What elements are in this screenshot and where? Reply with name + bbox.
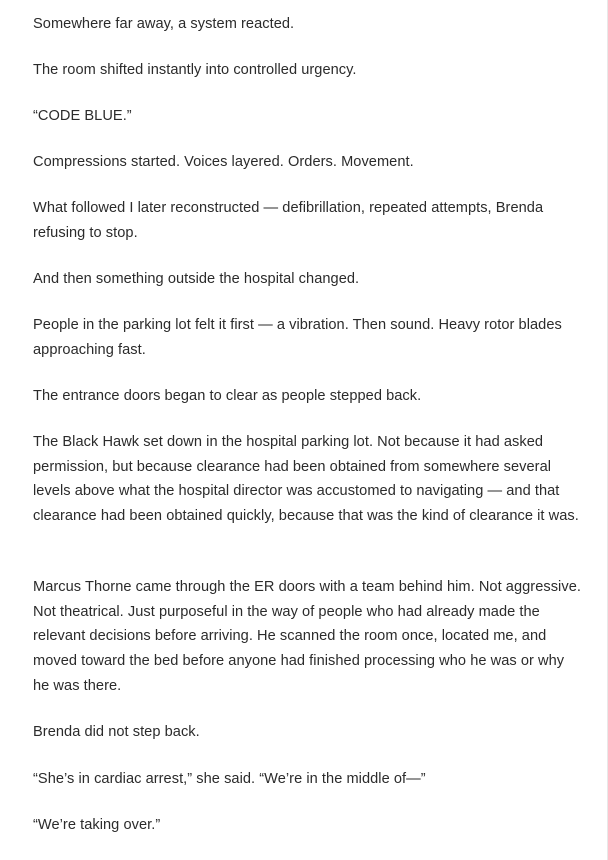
paragraph-5: What followed I later reconstructed — defibrillation, repeated attempts, Brenda refusing to stop. bbox=[33, 200, 544, 241]
paragraph-3: “CODE BLUE.” bbox=[33, 108, 132, 124]
paragraph-8: The entrance doors began to clear as people stepped back. bbox=[33, 388, 422, 404]
paragraph-7: People in the parking lot felt it first — a vibration. Then sound. Heavy rotor blades approaching fast. bbox=[33, 317, 562, 358]
paragraph-1: Somewhere far away, a system reacted. bbox=[33, 16, 295, 32]
paragraph-4: Compressions started. Voices layered. Orders. Movement. bbox=[33, 154, 414, 170]
paragraph-11: Brenda did not step back. bbox=[33, 724, 200, 740]
paragraph-10: Marcus Thorne came through the ER doors with a team behind him. Not aggressive. Not theatrical. Just purposeful in the way of people who had already made the relevant decisions before arriving. He scanned the room once, located me, and moved toward the bed before anyone had finished processing who he was or why he was there. bbox=[33, 579, 581, 694]
paragraph-9: The Black Hawk set down in the hospital parking lot. Not because it had asked permission, but because clearance had been obtained from somewhere several levels above what the hospital director was accustomed to navigating — and that clearance had been obtained quickly, because that was the kind of clearance it was. bbox=[33, 434, 579, 525]
paragraph-6: And then something outside the hospital changed. bbox=[33, 271, 360, 287]
paragraph-13: “We’re taking over.” bbox=[33, 817, 161, 833]
paragraph-12: “She’s in cardiac arrest,” she said. “We’re in the middle of—” bbox=[33, 771, 426, 787]
paragraph-2: The room shifted instantly into controlled urgency. bbox=[33, 62, 357, 78]
